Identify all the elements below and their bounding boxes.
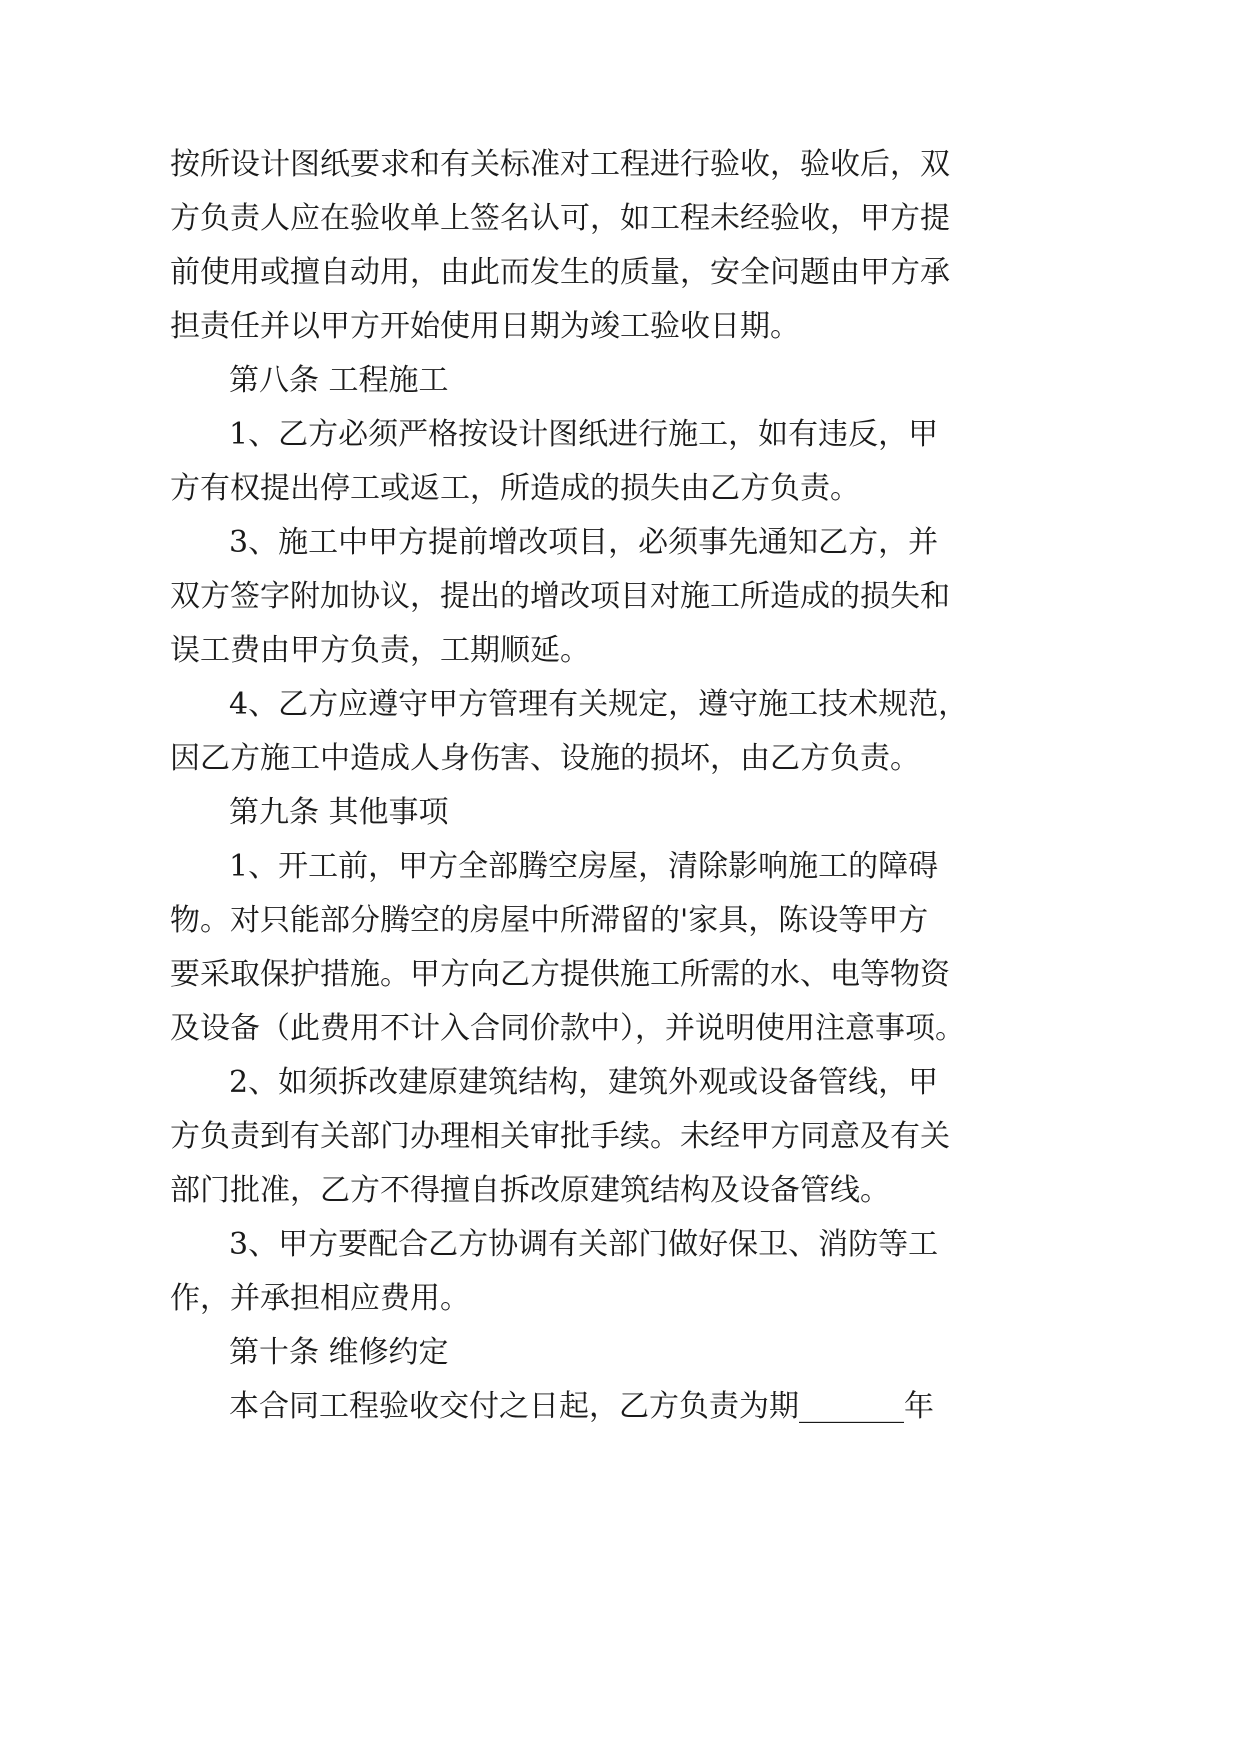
paragraph-line: 按所设计图纸要求和有关标准对工程进行验收，验收后，双: [170, 147, 950, 182]
paragraph-line: 1、开工前，甲方全部腾空房屋，清除影响施工的障碍: [229, 849, 939, 884]
paragraph-line: 本合同工程验收交付之日起，乙方负责为期_______年: [229, 1389, 934, 1424]
paragraph-line: 部门批准，乙方不得擅自拆改原建筑结构及设备管线。: [170, 1173, 890, 1208]
paragraph-line: 担责任并以甲方开始使用日期为竣工验收日期。: [170, 309, 800, 344]
paragraph-line: 及设备（此费用不计入合同价款中），并说明使用注意事项。: [170, 1011, 965, 1046]
paragraph-line: 2、如须拆改建原建筑结构，建筑外观或设备管线，甲: [229, 1065, 939, 1100]
paragraph-line: 要采取保护措施。甲方向乙方提供施工所需的水、电等物资: [170, 957, 950, 992]
section-heading: 第十条 维修约定: [229, 1335, 449, 1370]
paragraph-line: 方负责人应在验收单上签名认可，如工程未经验收，甲方提: [170, 201, 950, 236]
paragraph-line: 前使用或擅自动用，由此而发生的质量，安全问题由甲方承: [170, 255, 950, 290]
paragraph-line: 3、甲方要配合乙方协调有关部门做好保卫、消防等工: [229, 1227, 939, 1262]
paragraph-line: 4、乙方应遵守甲方管理有关规定，遵守施工技术规范，: [229, 687, 969, 722]
paragraph-line: 3、施工中甲方提前增改项目，必须事先通知乙方，并: [229, 525, 939, 560]
paragraph-line: 1、乙方必须严格按设计图纸进行施工，如有违反，甲: [229, 417, 939, 452]
paragraph-line: 因乙方施工中造成人身伤害、设施的损坏，由乙方负责。: [170, 741, 920, 776]
section-heading: 第九条 其他事项: [229, 795, 449, 830]
paragraph-line: 作，并承担相应费用。: [170, 1281, 470, 1316]
paragraph-line: 方负责到有关部门办理相关审批手续。未经甲方同意及有关: [170, 1119, 950, 1154]
paragraph-line: 物。对只能部分腾空的房屋中所滞留的'家具，陈设等甲方: [170, 903, 929, 938]
paragraph-line: 方有权提出停工或返工，所造成的损失由乙方负责。: [170, 471, 860, 506]
paragraph-line: 误工费由甲方负责，工期顺延。: [170, 633, 590, 668]
section-heading: 第八条 工程施工: [229, 363, 449, 398]
paragraph-line: 双方签字附加协议，提出的增改项目对施工所造成的损失和: [170, 579, 950, 614]
